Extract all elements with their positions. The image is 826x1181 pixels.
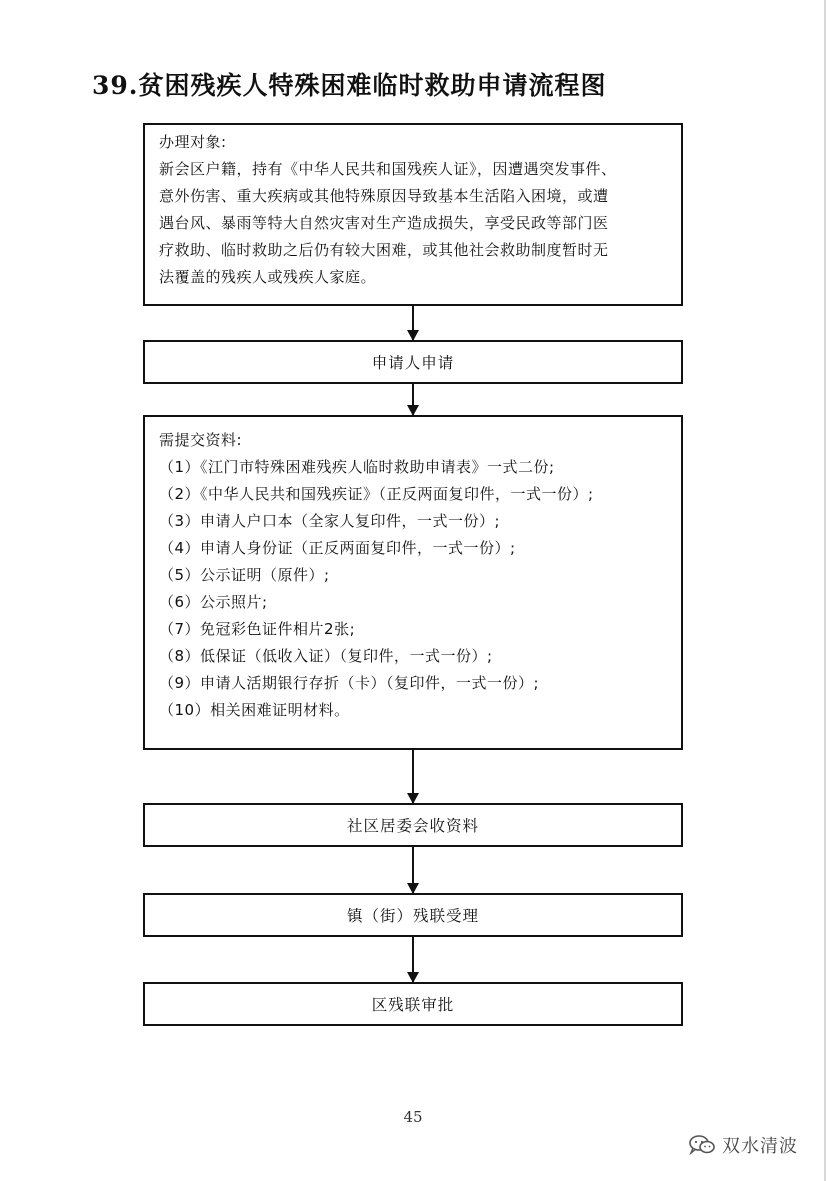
page-number: 45 (403, 1108, 423, 1126)
materials-item: （1）《江门市特殊困难残疾人临时救助申请表》一式二份; (159, 458, 555, 476)
eligibility-line: 遇台风、暴雨等特大自然灾害对生产造成损失，享受民政等部门医 (159, 214, 609, 232)
eligibility-line: 疗救助、临时救助之后仍有较大困难，或其他社会救助制度暂时无 (159, 241, 609, 259)
materials-item: （2）《中华人民共和国残疾证》（正反两面复印件，一式一份）; (159, 485, 594, 503)
flow-arrow-down-icon (412, 937, 414, 982)
eligibility-line: 意外伤害、重大疾病或其他特殊原因导致基本生活陷入困境，或遭 (159, 187, 609, 205)
materials-item: （10）相关困难证明材料。 (159, 701, 350, 719)
watermark (688, 1132, 798, 1158)
watermark-label: 双水清波 (722, 1136, 798, 1157)
step-district-label: 区残联审批 (371, 996, 455, 1014)
eligibility-heading: 办理对象: (159, 133, 227, 151)
eligibility-line: 新会区户籍，持有《中华人民共和国残疾人证》，因遭遇突发事件、 (159, 160, 617, 178)
materials-item: （4）申请人身份证（正反两面复印件，一式一份）; (159, 539, 516, 557)
step-community-box (143, 803, 683, 847)
wechat-icon (688, 1134, 716, 1156)
flow-arrow-down-icon (412, 384, 414, 415)
step-town-label: 镇（街）残联受理 (346, 907, 479, 925)
eligibility-line: 法覆盖的残疾人或残疾人家庭。 (159, 268, 377, 286)
step-town-box (143, 893, 683, 937)
materials-heading: 需提交资料: (159, 431, 243, 449)
flow-arrow-down-icon (412, 847, 414, 893)
materials-item: （3）申请人户口本（全家人复印件，一式一份）; (159, 512, 501, 530)
step-apply-label: 申请人申请 (371, 354, 455, 372)
flow-arrow-down-icon (412, 306, 414, 340)
step-community-label: 社区居委会收资料 (346, 817, 479, 835)
materials-item: （7）免冠彩色证件相片2张; (159, 620, 356, 638)
flow-arrow-down-icon (412, 750, 414, 803)
materials-box (143, 415, 683, 750)
page-title: 39.贫困残疾人特殊困难临时救助申请流程图 (92, 71, 607, 100)
materials-item: （6）公示照片; (159, 593, 268, 611)
eligibility-box (143, 123, 683, 306)
materials-item: （8）低保证（低收入证）（复印件，一式一份）; (159, 647, 493, 665)
step-district-box (143, 982, 683, 1026)
materials-item: （5）公示证明（原件）; (159, 566, 330, 584)
step-apply-box (143, 340, 683, 384)
materials-item: （9）申请人活期银行存折（卡）（复印件，一式一份）; (159, 674, 540, 692)
